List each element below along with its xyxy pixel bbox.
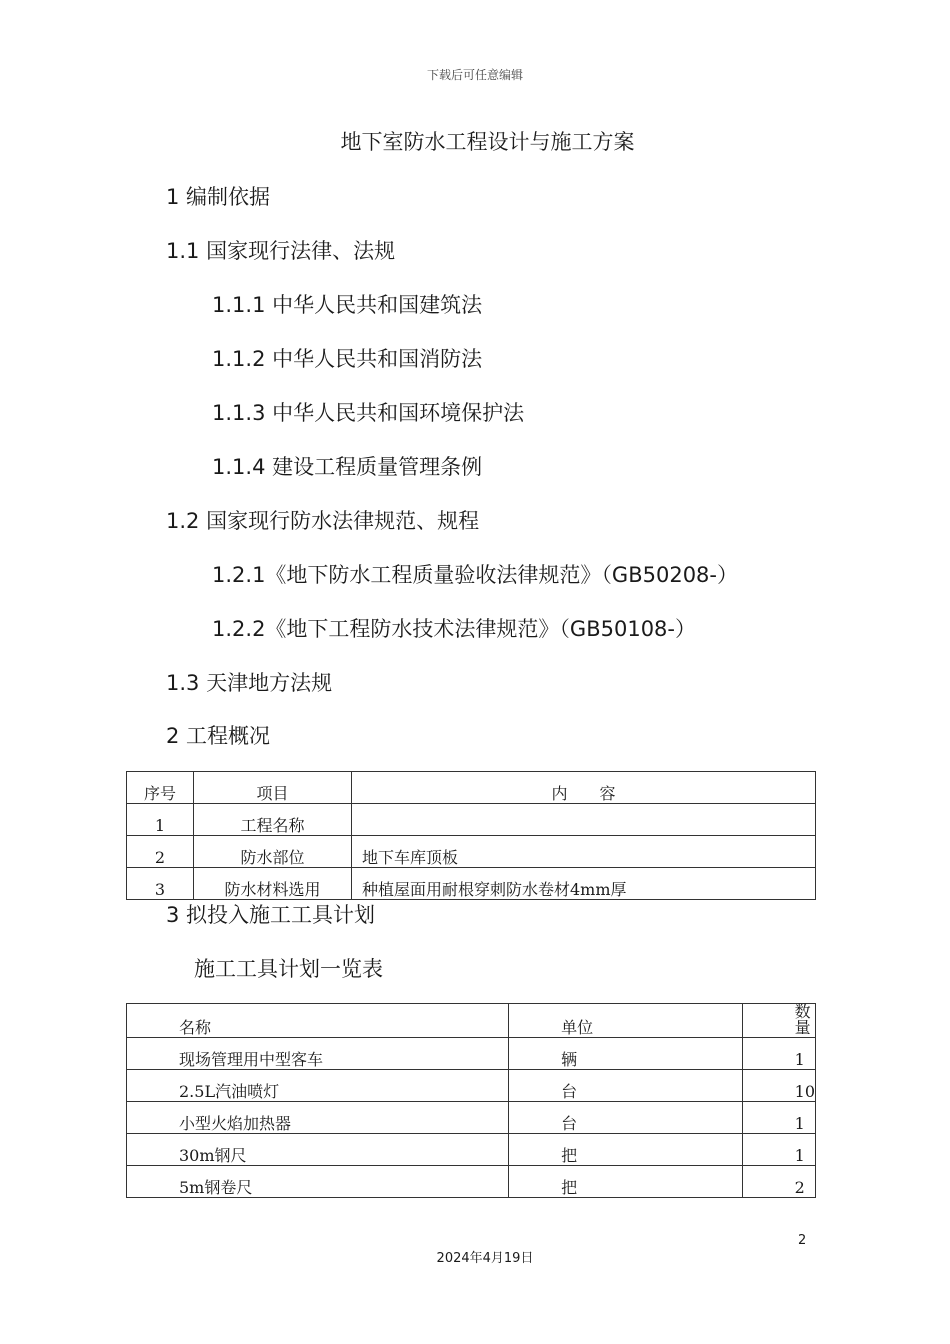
table-cell: 台 xyxy=(509,1102,743,1134)
item-1-1-4: 1.1.4 建设工程质量管理条例 xyxy=(212,455,483,479)
table-cell: 3 xyxy=(127,868,194,900)
table-cell: 台 xyxy=(509,1070,743,1102)
table-cell: 1 xyxy=(742,1038,815,1070)
item-1-1-1: 1.1.1 中华人民共和国建筑法 xyxy=(212,293,483,317)
table-row xyxy=(127,1166,816,1198)
header-cell: 项目 xyxy=(194,772,352,804)
table-cell: 防水部位 xyxy=(194,836,352,868)
heading-1-2: 1.2 国家现行防水法律规范、规程 xyxy=(166,509,480,533)
header-cell: 名称 xyxy=(127,1004,509,1038)
item-1-2-2: 1.2.2《地下工程防水技术法律规范》（GB50108-） xyxy=(212,617,696,641)
table-cell: 现场管理用中型客车 xyxy=(127,1038,509,1070)
table-cell: 2 xyxy=(742,1166,815,1198)
table-cell: 30m钢尺 xyxy=(127,1134,509,1166)
table-cell: 地下车库顶板 xyxy=(352,836,816,868)
page-header: 下载后可任意编辑 xyxy=(426,68,523,82)
table-cell: 小型火焰加热器 xyxy=(127,1102,509,1134)
page-number: 2 xyxy=(798,1233,807,1248)
item-1-2-1: 1.2.1《地下防水工程质量验收法律规范》（GB50208-） xyxy=(212,563,738,587)
table-row xyxy=(127,1102,816,1134)
table-row xyxy=(127,1038,816,1070)
header-cell: 单位 xyxy=(509,1004,743,1038)
document-title: 地下室防水工程设计与施工方案 xyxy=(340,130,635,154)
table-cell: 种植屋面用耐根穿刺防水卷材4mm厚 xyxy=(352,868,816,900)
heading-2: 2 工程概况 xyxy=(166,724,271,748)
table-cell: 工程名称 xyxy=(194,804,352,836)
table-cell: 5m钢卷尺 xyxy=(127,1166,509,1198)
table-cell xyxy=(352,804,816,836)
tools-table xyxy=(126,1003,816,1198)
header-cell: 内 容 xyxy=(352,772,816,804)
header-cell: 序号 xyxy=(127,772,194,804)
table-row xyxy=(127,836,816,868)
table-header-row xyxy=(127,772,816,804)
footer-date: 2024年4月19日 xyxy=(436,1251,534,1266)
table-cell: 辆 xyxy=(509,1038,743,1070)
overview-table xyxy=(126,771,816,900)
table-header-row xyxy=(127,1004,816,1038)
table-row xyxy=(127,868,816,900)
table-cell: 把 xyxy=(509,1134,743,1166)
table-cell: 把 xyxy=(509,1166,743,1198)
header-cell: 数量 xyxy=(742,1004,815,1038)
heading-3: 3 拟投入施工工具计划 xyxy=(166,903,376,927)
table-caption: 施工工具计划一览表 xyxy=(194,957,383,981)
table-row xyxy=(127,1070,816,1102)
table-cell: 1 xyxy=(742,1134,815,1166)
table-cell: 2.5L汽油喷灯 xyxy=(127,1070,509,1102)
table-row xyxy=(127,804,816,836)
table-row xyxy=(127,1134,816,1166)
table-cell: 1 xyxy=(742,1102,815,1134)
heading-1-3: 1.3 天津地方法规 xyxy=(166,671,333,695)
table-cell: 1 xyxy=(127,804,194,836)
item-1-1-3: 1.1.3 中华人民共和国环境保护法 xyxy=(212,401,525,425)
table-cell: 10 xyxy=(742,1070,815,1102)
table-cell: 防水材料选用 xyxy=(194,868,352,900)
heading-1: 1 编制依据 xyxy=(166,185,271,209)
item-1-1-2: 1.1.2 中华人民共和国消防法 xyxy=(212,347,483,371)
heading-1-1: 1.1 国家现行法律、法规 xyxy=(166,239,396,263)
table-cell: 2 xyxy=(127,836,194,868)
